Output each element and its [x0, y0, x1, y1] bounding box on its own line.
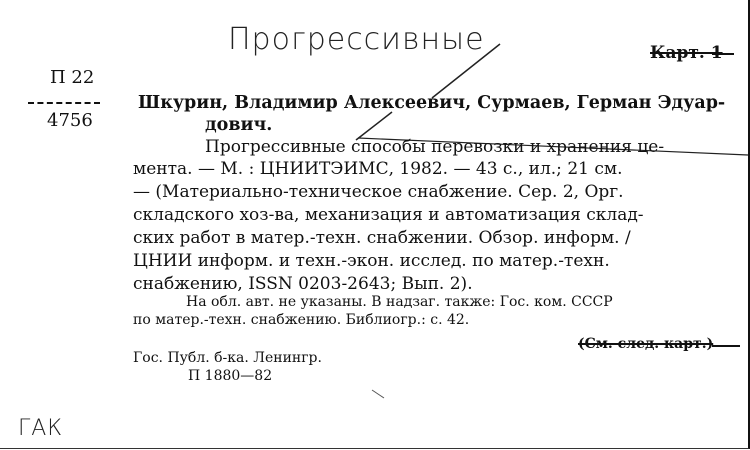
shelf-mark: П 22 — [50, 67, 95, 88]
body-line-6: ЦНИИ информ. и техн.-экон. исслед. по матер.-техн. — [133, 251, 610, 271]
handwritten-bottom-note: ГАК — [18, 416, 64, 441]
authors-heading-cont: дович. — [205, 115, 273, 135]
see-next-dash — [712, 345, 740, 347]
card-label-dash — [712, 53, 734, 55]
body-line-2: мента. — М. : ЦНИИТЭИМС, 1982. — 43 с., ил.; 21 см. — [133, 159, 623, 179]
card-number-label: Карт. 1 — [650, 43, 723, 63]
body-line-5: ских работ в матер.-техн. снабжении. Обзор. информ. / — [133, 228, 631, 248]
body-line-4: складского хоз-ва, механизация и автоматизация склад- — [133, 205, 644, 225]
note-line-2: по матер.-техн. снабжению. Библиогр.: с. 42. — [133, 312, 470, 328]
body-line-3: — (Материально-техническое снабжение. Сер. 2, Орг. — [133, 182, 624, 202]
library-code: П 1880—82 — [188, 368, 273, 384]
authors-heading: Шкурин, Владимир Алексеевич, Сурмаев, Герман Эдуар- — [138, 93, 726, 113]
inventory-number: 4756 — [47, 110, 93, 131]
body-line-7: снабжению, ISSN 0203-2643; Вып. 2). — [133, 274, 473, 294]
note-line-1: На обл. авт. не указаны. В надзаг. также: Гос. ком. СССР — [186, 294, 613, 310]
call-number-divider — [28, 102, 100, 104]
handwritten-top-note: Прогрессивные — [228, 22, 485, 57]
title-line-1: Прогрессивные способы перевозки и хранения це- — [205, 137, 665, 157]
library-name: Гос. Публ. б-ка. Ленингр. — [133, 350, 322, 366]
see-next-card: (См. след. карт.) — [578, 336, 714, 352]
